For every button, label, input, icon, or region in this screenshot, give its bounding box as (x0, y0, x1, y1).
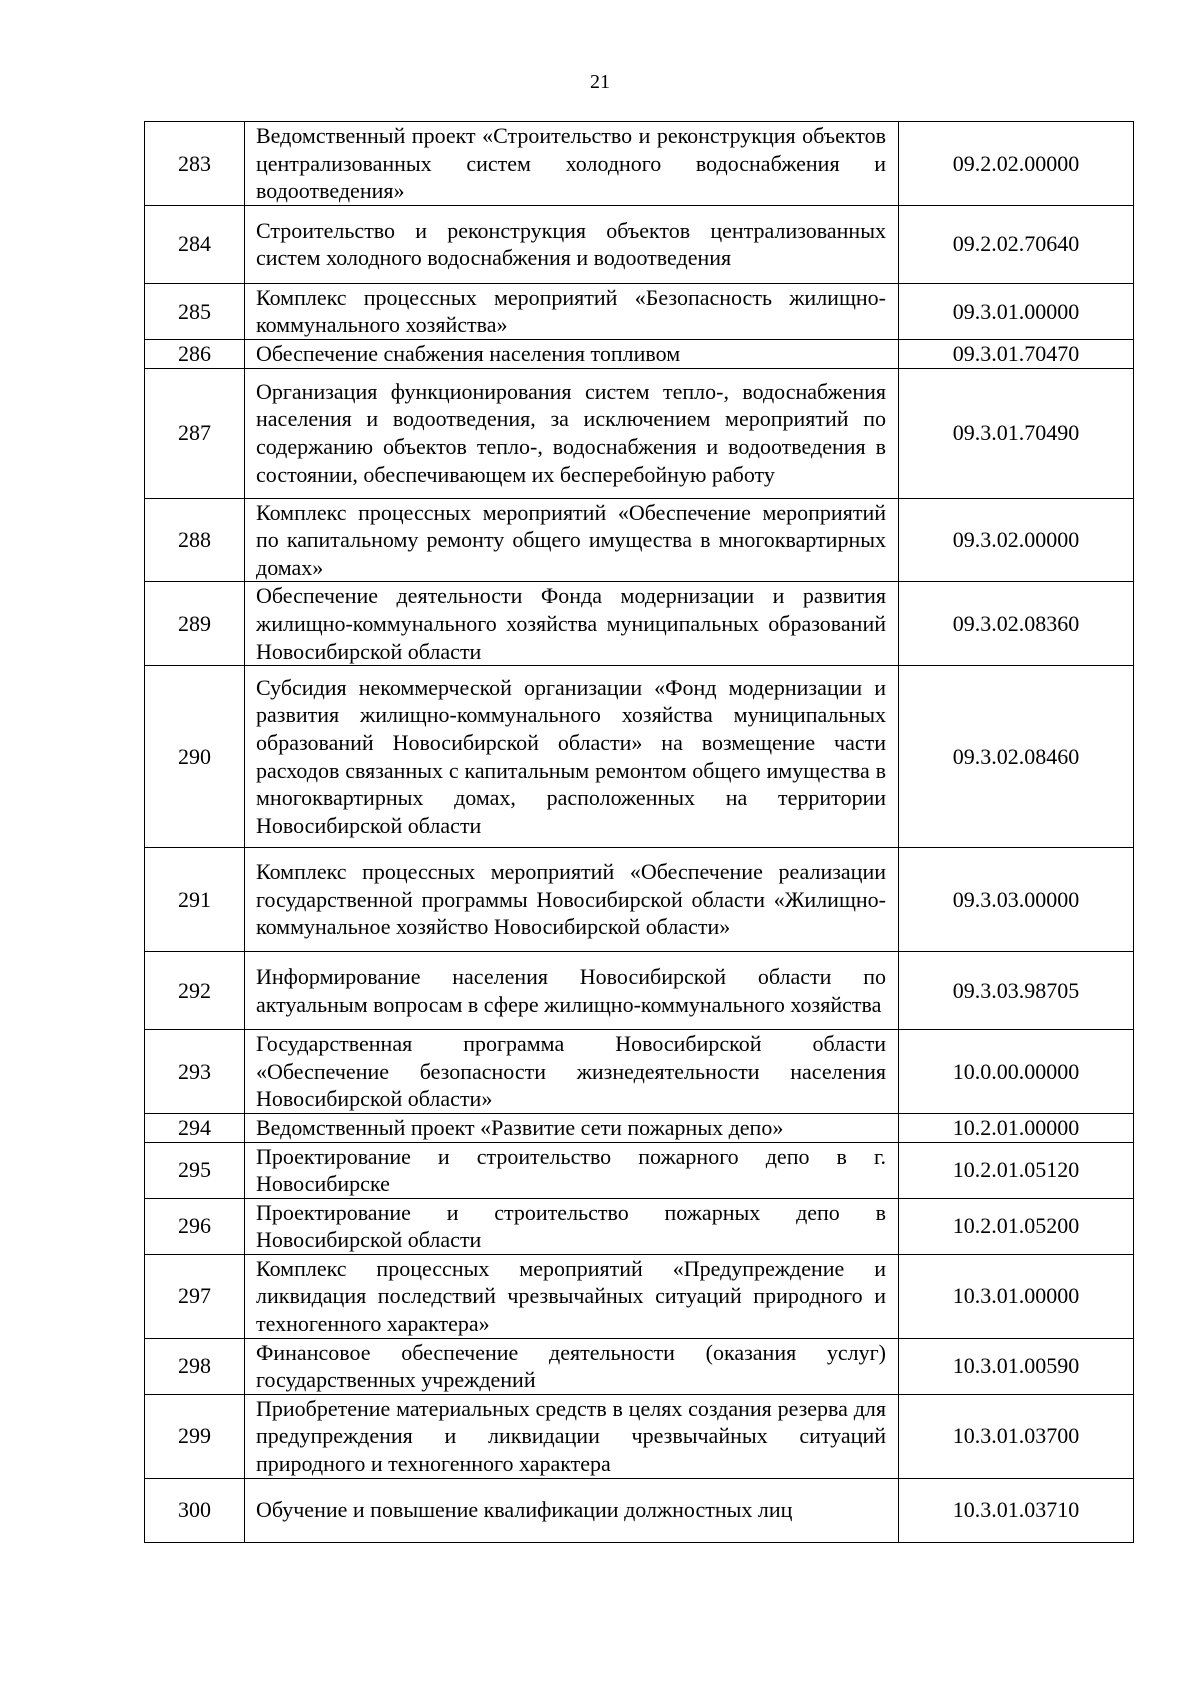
row-number: 298 (145, 1338, 245, 1394)
row-code: 10.3.01.03700 (899, 1394, 1134, 1478)
table-row (145, 1142, 1134, 1198)
row-code: 10.2.01.00000 (899, 1113, 1134, 1142)
row-name: Комплекс процессных мероприятий «Предупреждение и ликвидация последствий чрезвычайных ситуаций природного и техногенного характера» (245, 1254, 899, 1338)
row-number: 293 (145, 1030, 245, 1114)
row-code: 09.3.01.00000 (899, 283, 1134, 339)
row-number: 285 (145, 283, 245, 339)
row-code: 10.3.01.03710 (899, 1478, 1134, 1542)
row-name: Проектирование и строительство пожарных депо в Новосибирской области (245, 1198, 899, 1254)
row-number: 294 (145, 1113, 245, 1142)
row-name: Субсидия некоммерческой организации «Фонд модернизации и развития жилищно-коммунального хозяйства муниципальных образований Новосибирской области» на возмещение части расходов связанных с капитальным ремонтом общего имущества в многоквартирных домах, расположенных на территории Новосибирской области (245, 666, 899, 848)
row-code: 09.2.02.70640 (899, 205, 1134, 283)
table-row (145, 122, 1134, 206)
table-row (145, 1338, 1134, 1394)
row-code: 09.3.02.08460 (899, 666, 1134, 848)
row-number: 295 (145, 1142, 245, 1198)
row-name: Информирование населения Новосибирской области по актуальным вопросам в сфере жилищно-коммунального хозяйства (245, 952, 899, 1030)
row-number: 284 (145, 205, 245, 283)
row-number: 287 (145, 368, 245, 498)
table-row (145, 283, 1134, 339)
row-name: Ведомственный проект «Развитие сети пожарных депо» (245, 1113, 899, 1142)
table-row (145, 1030, 1134, 1114)
row-code: 09.3.02.08360 (899, 582, 1134, 666)
row-name: Ведомственный проект «Строительство и реконструкция объектов централизованных систем холодного водоснабжения и водоотведения» (245, 122, 899, 206)
row-name: Комплекс процессных мероприятий «Обеспечение реализации государственной программы Новосибирской области «Жилищно-коммунальное хозяйство Новосибирской области» (245, 848, 899, 952)
row-number: 292 (145, 952, 245, 1030)
table-row (145, 848, 1134, 952)
row-code: 10.0.00.00000 (899, 1030, 1134, 1114)
table-row (145, 1254, 1134, 1338)
table-row (145, 498, 1134, 582)
row-code: 10.3.01.00000 (899, 1254, 1134, 1338)
row-number: 297 (145, 1254, 245, 1338)
row-number: 300 (145, 1478, 245, 1542)
row-name: Организация функционирования систем тепло-, водоснабжения населения и водоотведения, за исключением мероприятий по содержанию объектов тепло-, водоснабжения и водоотведения в состоянии, обеспечивающем их бесперебойную работу (245, 368, 899, 498)
row-number: 290 (145, 666, 245, 848)
row-number: 291 (145, 848, 245, 952)
row-code: 09.3.02.00000 (899, 498, 1134, 582)
row-number: 289 (145, 582, 245, 666)
row-code: 09.3.01.70490 (899, 368, 1134, 498)
row-number: 296 (145, 1198, 245, 1254)
row-code: 09.3.01.70470 (899, 339, 1134, 368)
row-name: Проектирование и строительство пожарного депо в г. Новосибирске (245, 1142, 899, 1198)
table-row (145, 582, 1134, 666)
row-name: Финансовое обеспечение деятельности (оказания услуг) государственных учреждений (245, 1338, 899, 1394)
row-number: 286 (145, 339, 245, 368)
row-code: 09.3.03.00000 (899, 848, 1134, 952)
row-name: Обеспечение снабжения населения топливом (245, 339, 899, 368)
row-code: 10.2.01.05200 (899, 1198, 1134, 1254)
row-name: Приобретение материальных средств в целях создания резерва для предупреждения и ликвидации чрезвычайных ситуаций природного и техногенного характера (245, 1394, 899, 1478)
table-row (145, 666, 1134, 848)
budget-codes-table (144, 121, 1134, 1543)
row-name: Комплекс процессных мероприятий «Обеспечение мероприятий по капитальному ремонту общего имущества в многоквартирных домах» (245, 498, 899, 582)
row-number: 288 (145, 498, 245, 582)
table-row (145, 1113, 1134, 1142)
row-name: Строительство и реконструкция объектов централизованных систем холодного водоснабжения и водоотведения (245, 205, 899, 283)
row-code: 09.3.03.98705 (899, 952, 1134, 1030)
table-row (145, 205, 1134, 283)
table-row (145, 952, 1134, 1030)
row-name: Государственная программа Новосибирской области «Обеспечение безопасности жизнедеятельности населения Новосибирской области» (245, 1030, 899, 1114)
table-row (145, 1394, 1134, 1478)
row-code: 10.3.01.00590 (899, 1338, 1134, 1394)
row-number: 283 (145, 122, 245, 206)
row-name: Комплекс процессных мероприятий «Безопасность жилищно-коммунального хозяйства» (245, 283, 899, 339)
row-name: Обучение и повышение квалификации должностных лиц (245, 1478, 899, 1542)
table-row (145, 339, 1134, 368)
row-code: 09.2.02.00000 (899, 122, 1134, 206)
row-name: Обеспечение деятельности Фонда модернизации и развития жилищно-коммунального хозяйства муниципальных образований Новосибирской области (245, 582, 899, 666)
table-row (145, 1198, 1134, 1254)
row-code: 10.2.01.05120 (899, 1142, 1134, 1198)
table-row (145, 1478, 1134, 1542)
table-row (145, 368, 1134, 498)
row-number: 299 (145, 1394, 245, 1478)
page-number: 21 (590, 71, 610, 93)
table-body (145, 122, 1134, 1543)
